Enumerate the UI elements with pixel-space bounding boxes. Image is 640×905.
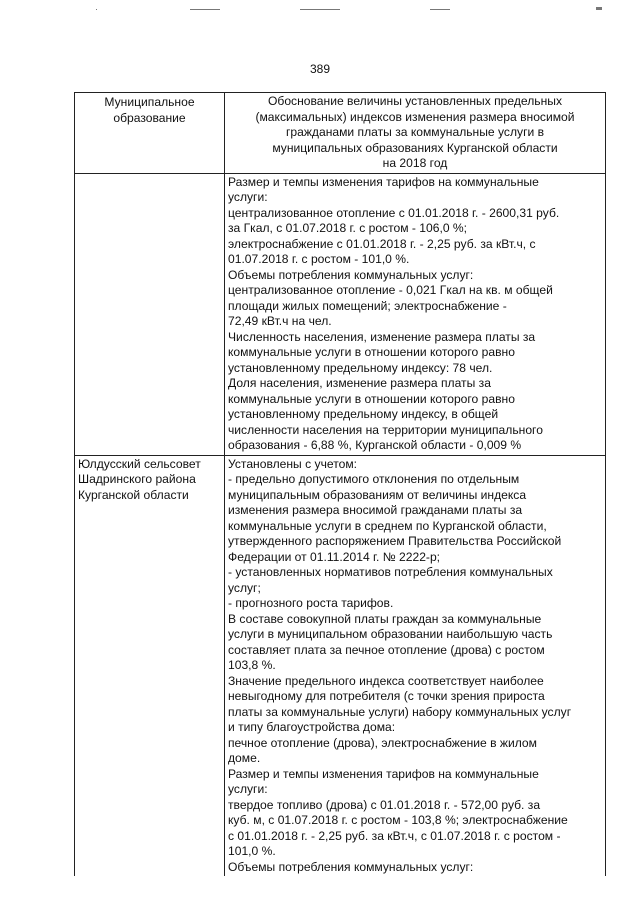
text-line: платы за коммунальные услуги) набору коммунальных услуг bbox=[228, 704, 572, 719]
municipal-index-table bbox=[74, 92, 606, 876]
text-line: централизованное отопление - 0,021 Гкал на кв. м общей bbox=[228, 283, 553, 297]
text-line: доме. bbox=[228, 751, 261, 765]
text-line: 72,49 кВт.ч на чел. bbox=[228, 314, 332, 328]
text-line: муниципальным образованиям от величины индекса bbox=[228, 487, 527, 502]
text-line: коммунальные услуги в среднем по Курганской области, bbox=[228, 518, 547, 533]
header-justification-line: гражданами платы за коммунальные услуги в bbox=[285, 125, 545, 139]
header-municipality-cell bbox=[75, 93, 225, 174]
text-line: невыгодному для потребителя (с точки зрения прироста bbox=[228, 689, 545, 703]
municipality-line: Шадринского района bbox=[78, 472, 196, 486]
text-line: 101,0 %. bbox=[228, 844, 276, 858]
text-line: Размер и темпы изменения тарифов на коммунальные bbox=[228, 174, 539, 189]
text-line: услуги: bbox=[228, 190, 268, 204]
text-line: образования - 6,88 %, Курганской области - 0,009 % bbox=[228, 438, 522, 452]
header-municipality-line: образование bbox=[113, 110, 186, 125]
text-line: В составе совокупной платы граждан за коммунальные bbox=[228, 611, 542, 626]
municipality-cell bbox=[75, 173, 225, 455]
text-line: за Гкал, с 01.07.2018 г. с ростом - 106,0 %; bbox=[228, 221, 468, 235]
scan-speck bbox=[190, 9, 220, 10]
text-line: Федерации от 01.11.2014 г. № 2222-р; bbox=[228, 549, 441, 564]
table-row bbox=[75, 455, 606, 876]
scan-speck bbox=[596, 7, 602, 10]
text-line: - предельно допустимого отклонения по отдельным bbox=[228, 472, 520, 486]
table-row bbox=[75, 173, 606, 455]
text-line: электроснабжение с 01.01.2018 г. - 2,25 руб. за кВт.ч, с bbox=[228, 236, 536, 251]
municipality-cell bbox=[75, 455, 225, 876]
header-municipality-line: Муниципальное bbox=[104, 95, 195, 109]
header-justification-line: Обоснование величины установленных предельных bbox=[267, 94, 563, 108]
text-line: численности населения на территории муниципального bbox=[228, 422, 543, 437]
text-line: площади жилых помещений; электроснабжение - bbox=[228, 298, 507, 313]
justification-cell bbox=[225, 455, 606, 876]
scan-speck bbox=[430, 9, 450, 10]
text-line: 01.07.2018 г. с ростом - 101,0 %. bbox=[228, 252, 410, 266]
text-line: услуг; bbox=[228, 580, 261, 595]
text-line: Объемы потребления коммунальных услуг: bbox=[228, 267, 474, 282]
table-header-row bbox=[75, 93, 606, 174]
municipality-line: Юлдусский сельсовет bbox=[78, 456, 201, 471]
text-line: Размер и темпы изменения тарифов на коммунальные bbox=[228, 766, 539, 781]
text-line: твердое топливо (дрова) с 01.01.2018 г. - 572,00 руб. за bbox=[228, 797, 541, 812]
text-line: услуги в муниципальном образовании наибольшую часть bbox=[228, 627, 553, 641]
text-line: коммунальные услуги в отношении которого равно bbox=[228, 391, 515, 406]
header-justification-cell bbox=[225, 93, 606, 174]
text-line: коммунальные услуги в отношении которого равно bbox=[228, 345, 515, 359]
text-line: установленному предельному индексу: 78 чел. bbox=[228, 360, 493, 375]
scan-speck bbox=[300, 9, 340, 10]
text-line: - установленных нормативов потребления коммунальных bbox=[228, 565, 553, 579]
justification-cell bbox=[225, 173, 606, 455]
text-line: печное отопление (дрова), электроснабжение в жилом bbox=[228, 735, 537, 750]
text-line: куб. м, с 01.07.2018 г. с ростом - 103,8 %; электроснабжение bbox=[228, 813, 568, 827]
page-number: 389 bbox=[309, 62, 331, 76]
text-line: установленному предельному индексу, в общей bbox=[228, 407, 499, 421]
text-line: Объемы потребления коммунальных услуг: bbox=[228, 859, 474, 874]
text-line: изменения размера вносимой гражданами платы за bbox=[228, 503, 523, 517]
text-line: Численность населения, изменение размера платы за bbox=[228, 329, 536, 344]
scan-speck bbox=[96, 9, 97, 10]
text-line: Значение предельного индекса соответствует наиболее bbox=[228, 673, 544, 688]
text-line: и типу благоустройства дома: bbox=[228, 720, 396, 734]
text-line: Установлены с учетом: bbox=[228, 456, 357, 471]
municipality-line: Курганской области bbox=[78, 487, 189, 502]
header-justification-line: (максимальных) индексов изменения размера вносимой bbox=[255, 109, 575, 124]
text-line: услуги: bbox=[228, 782, 268, 796]
text-line: - прогнозного роста тарифов. bbox=[228, 596, 394, 610]
header-justification-line: муниципальных образованиях Курганской области bbox=[272, 140, 558, 155]
text-line: централизованное отопление с 01.01.2018 г. - 2600,31 руб. bbox=[228, 205, 560, 220]
text-line: утвержденного распоряжением Правительства Российской bbox=[228, 534, 562, 548]
text-line: с 01.01.2018 г. - 2,25 руб. за кВт.ч, с 01.07.2018 г. с ростом - bbox=[228, 828, 561, 843]
text-line: Доля населения, изменение размера платы за bbox=[228, 376, 491, 390]
header-justification-line: на 2018 год bbox=[382, 156, 448, 170]
text-line: составляет плата за печное отопление (дрова) с ростом bbox=[228, 642, 545, 657]
text-line: 103,8 %. bbox=[228, 658, 276, 672]
